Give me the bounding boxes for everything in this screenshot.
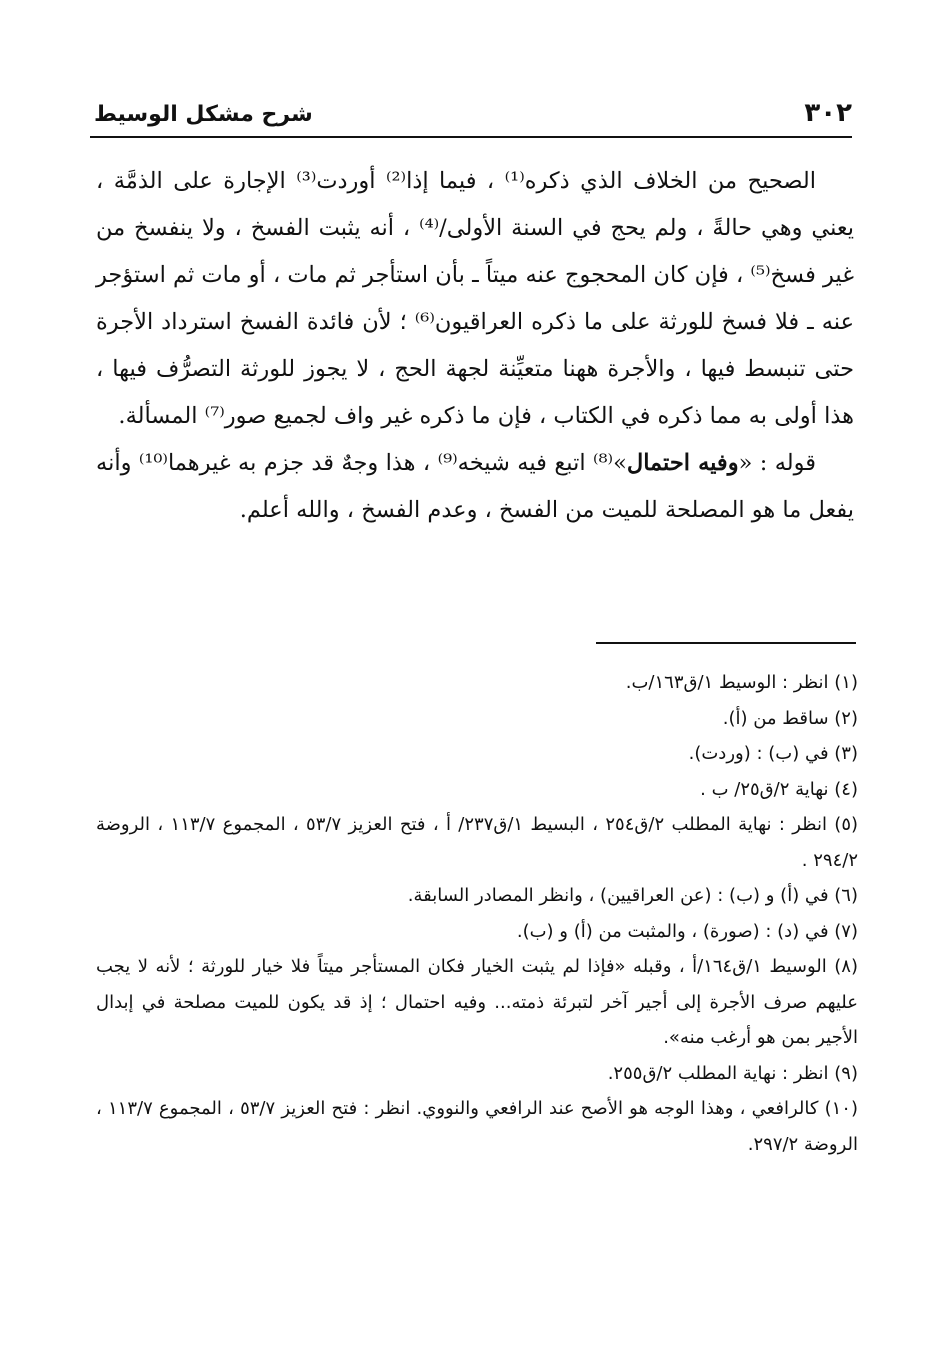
paragraph-2-rest: »⁽⁸⁾ اتبع فيه شيخه⁽⁹⁾ ، هذا وجهٌ قد جزم به غيرهما⁽¹⁰⁾ وأنه يفعل ما هو المصلحة للميت من الفسخ ، وعدم الفسخ ، والله أعلم. <box>96 450 854 523</box>
footnote-5: (٥) انظر : نهاية المطلب ٢/ق٢٥٤ ، البسيط ١/ق٢٣٧/ أ ، فتح العزيز ٥٣/٧ ، المجموع ١١٣/٧ ، الروضة ٢٩٤/٢ . <box>96 814 859 871</box>
footnote-4: (٤) نهاية ٢/ق٢٥/ ب . <box>700 778 858 800</box>
footnote-7: (٧) في (د) : (صورة) ، والمثبت من (أ) و (ب). <box>516 920 858 942</box>
running-title: شرح مشكل الوسيط <box>94 102 313 127</box>
footnotes <box>96 665 858 1162</box>
page-header <box>90 96 852 138</box>
footnote-2: (٢) ساقط من (أ). <box>722 707 858 729</box>
quote-open: قوله : « <box>738 450 816 476</box>
footnote-3: (٣) في (ب) : (وردت). <box>688 743 858 764</box>
paragraph-2 <box>96 440 854 534</box>
main-text <box>96 158 854 534</box>
page-number: ٣٠٢ <box>804 98 852 128</box>
footnote-9: (٩) انظر : نهاية المطلب ٢/ق٢٥٥. <box>607 1062 858 1084</box>
paragraph-1: الصحيح من الخلاف الذي ذكره⁽¹⁾ ، فيما إذا⁽²⁾ أوردت⁽³⁾ الإجارة على الذمَّة ، يعني وهي حالةً ، ولم يحج في السنة الأولى/⁽⁴⁾ ، أنه يثبت الفسخ ، ولا ينفسخ من غير فسخ⁽⁵⁾ ، فإن كان المحجوج عنه ميتاً ـ بأن استأجر ثم مات ، أو مات ثم استؤجر عنه ـ فلا فسخ للورثة على ما ذكره العراقيون⁽⁶⁾ ؛ لأن فائدة الفسخ استرداد الأجرة حتى تنبسط فيها ، والأجرة ههنا متعيِّنة لجهة الحج ، لا يجوز للورثة التصرُّف فيها ، هذا أولى به مما ذكره في الكتاب ، فإن ما ذكره غير واف لجميع صور⁽⁷⁾ المسألة. <box>96 168 854 429</box>
quoted-phrase: وفيه احتمال <box>626 450 739 476</box>
footnote-10: (١٠) كالرافعي ، وهذا الوجه هو الأصح عند الرافعي والنووي. انظر : فتح العزيز ٥٣/٧ ، المجموع ١١٣/٧ ، الروضة ٢٩٧/٢. <box>96 1098 858 1155</box>
footnote-separator <box>596 642 856 644</box>
footnote-8: (٨) الوسيط ١/ق١٦٤/أ ، وقبله «فإذا لم يثبت الخيار فكان المستأجر ميتاً فلا خيار للورثة ؛ لأنه لا يجب عليهم صرف الأجرة إلى أجير آخر لتبرئة ذمته... وفيه احتمال ؛ إذ قد يكون للميت مصلحة في إبدال الأجير بمن هو أرغب منه». <box>96 956 858 1048</box>
footnote-1: (١) انظر : الوسيط ١/ق١٦٣/ب. <box>625 672 858 693</box>
footnote-6: (٦) في (أ) و (ب) : (عن العراقيين) ، وانظر المصادر السابقة. <box>407 885 858 906</box>
